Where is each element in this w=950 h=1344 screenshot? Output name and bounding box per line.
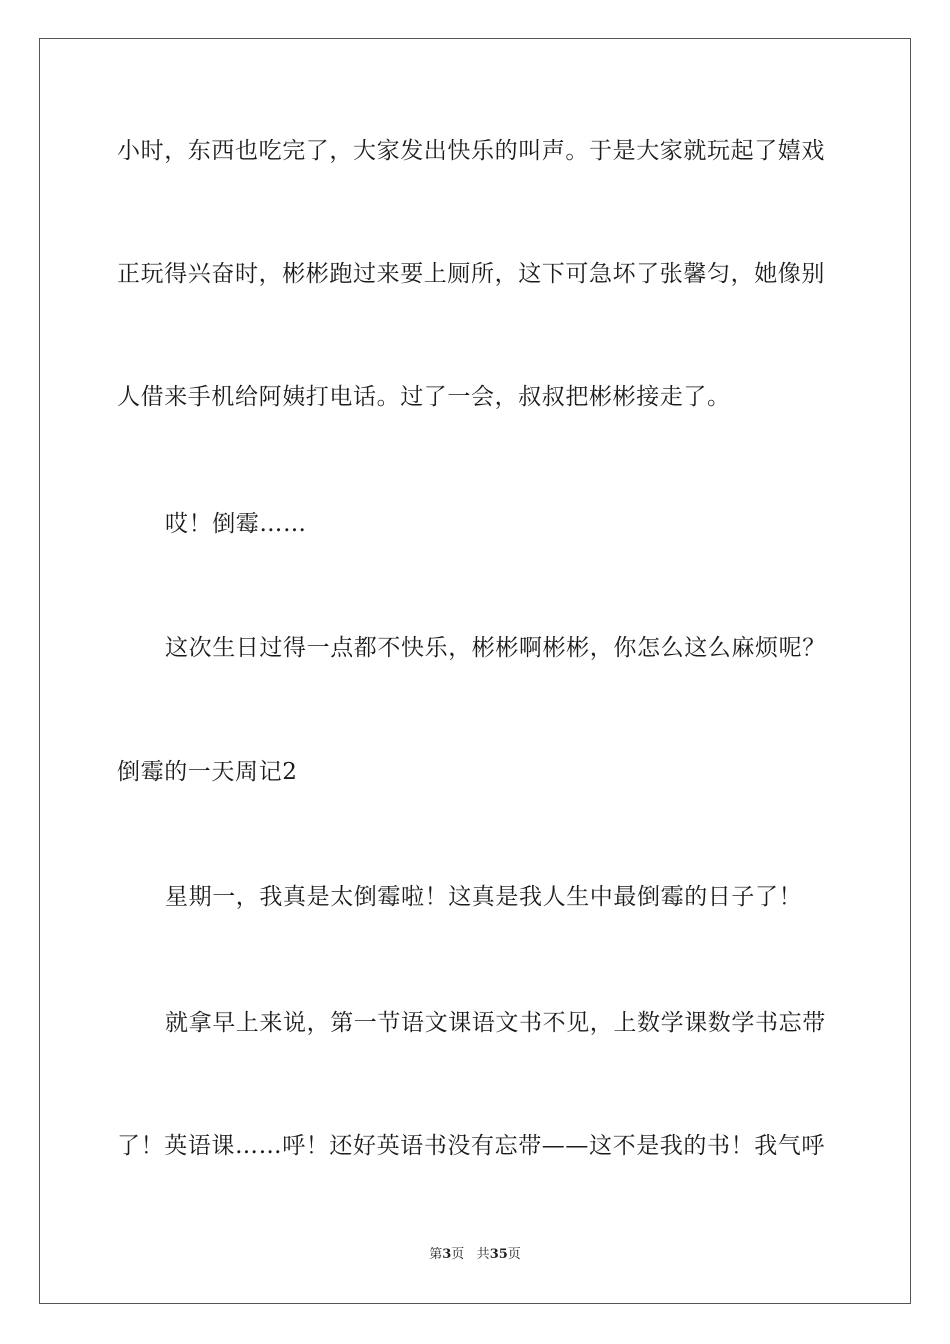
footer-total-suffix: 页: [507, 1247, 521, 1262]
footer-total-pages: 35: [489, 1247, 508, 1262]
body-line-2: 正玩得兴奋时，彬彬跑过来要上厕所，这下可急坏了张馨匀，她像别: [117, 261, 825, 287]
section-heading: 倒霉的一天周记2: [117, 759, 298, 785]
footer-total-prefix: 共: [476, 1247, 490, 1262]
footer-page-number: 3: [442, 1247, 452, 1262]
body-line-8: 了！英语课……呼！还好英语书没有忘带——这不是我的书！我气呼: [117, 1133, 825, 1159]
page-border: [39, 38, 911, 1304]
body-line-5: 这次生日过得一点都不快乐，彬彬啊彬彬，你怎么这么麻烦呢？: [165, 635, 826, 661]
footer-page-prefix: 第: [429, 1247, 443, 1262]
page-footer: [0, 1246, 950, 1264]
footer-page-suffix: 页: [451, 1247, 465, 1262]
body-line-7: 就拿早上来说，第一节语文课语文书不见，上数学课数学书忘带: [165, 1010, 826, 1036]
body-line-4: 哎！倒霉……: [165, 511, 307, 537]
body-line-1: 小时，东西也吃完了，大家发出快乐的叫声。于是大家就玩起了嬉戏: [117, 138, 825, 164]
body-line-3: 人借来手机给阿姨打电话。过了一会，叔叔把彬彬接走了。: [117, 384, 731, 410]
body-line-6: 星期一，我真是太倒霉啦！这真是我人生中最倒霉的日子了！: [165, 884, 803, 910]
